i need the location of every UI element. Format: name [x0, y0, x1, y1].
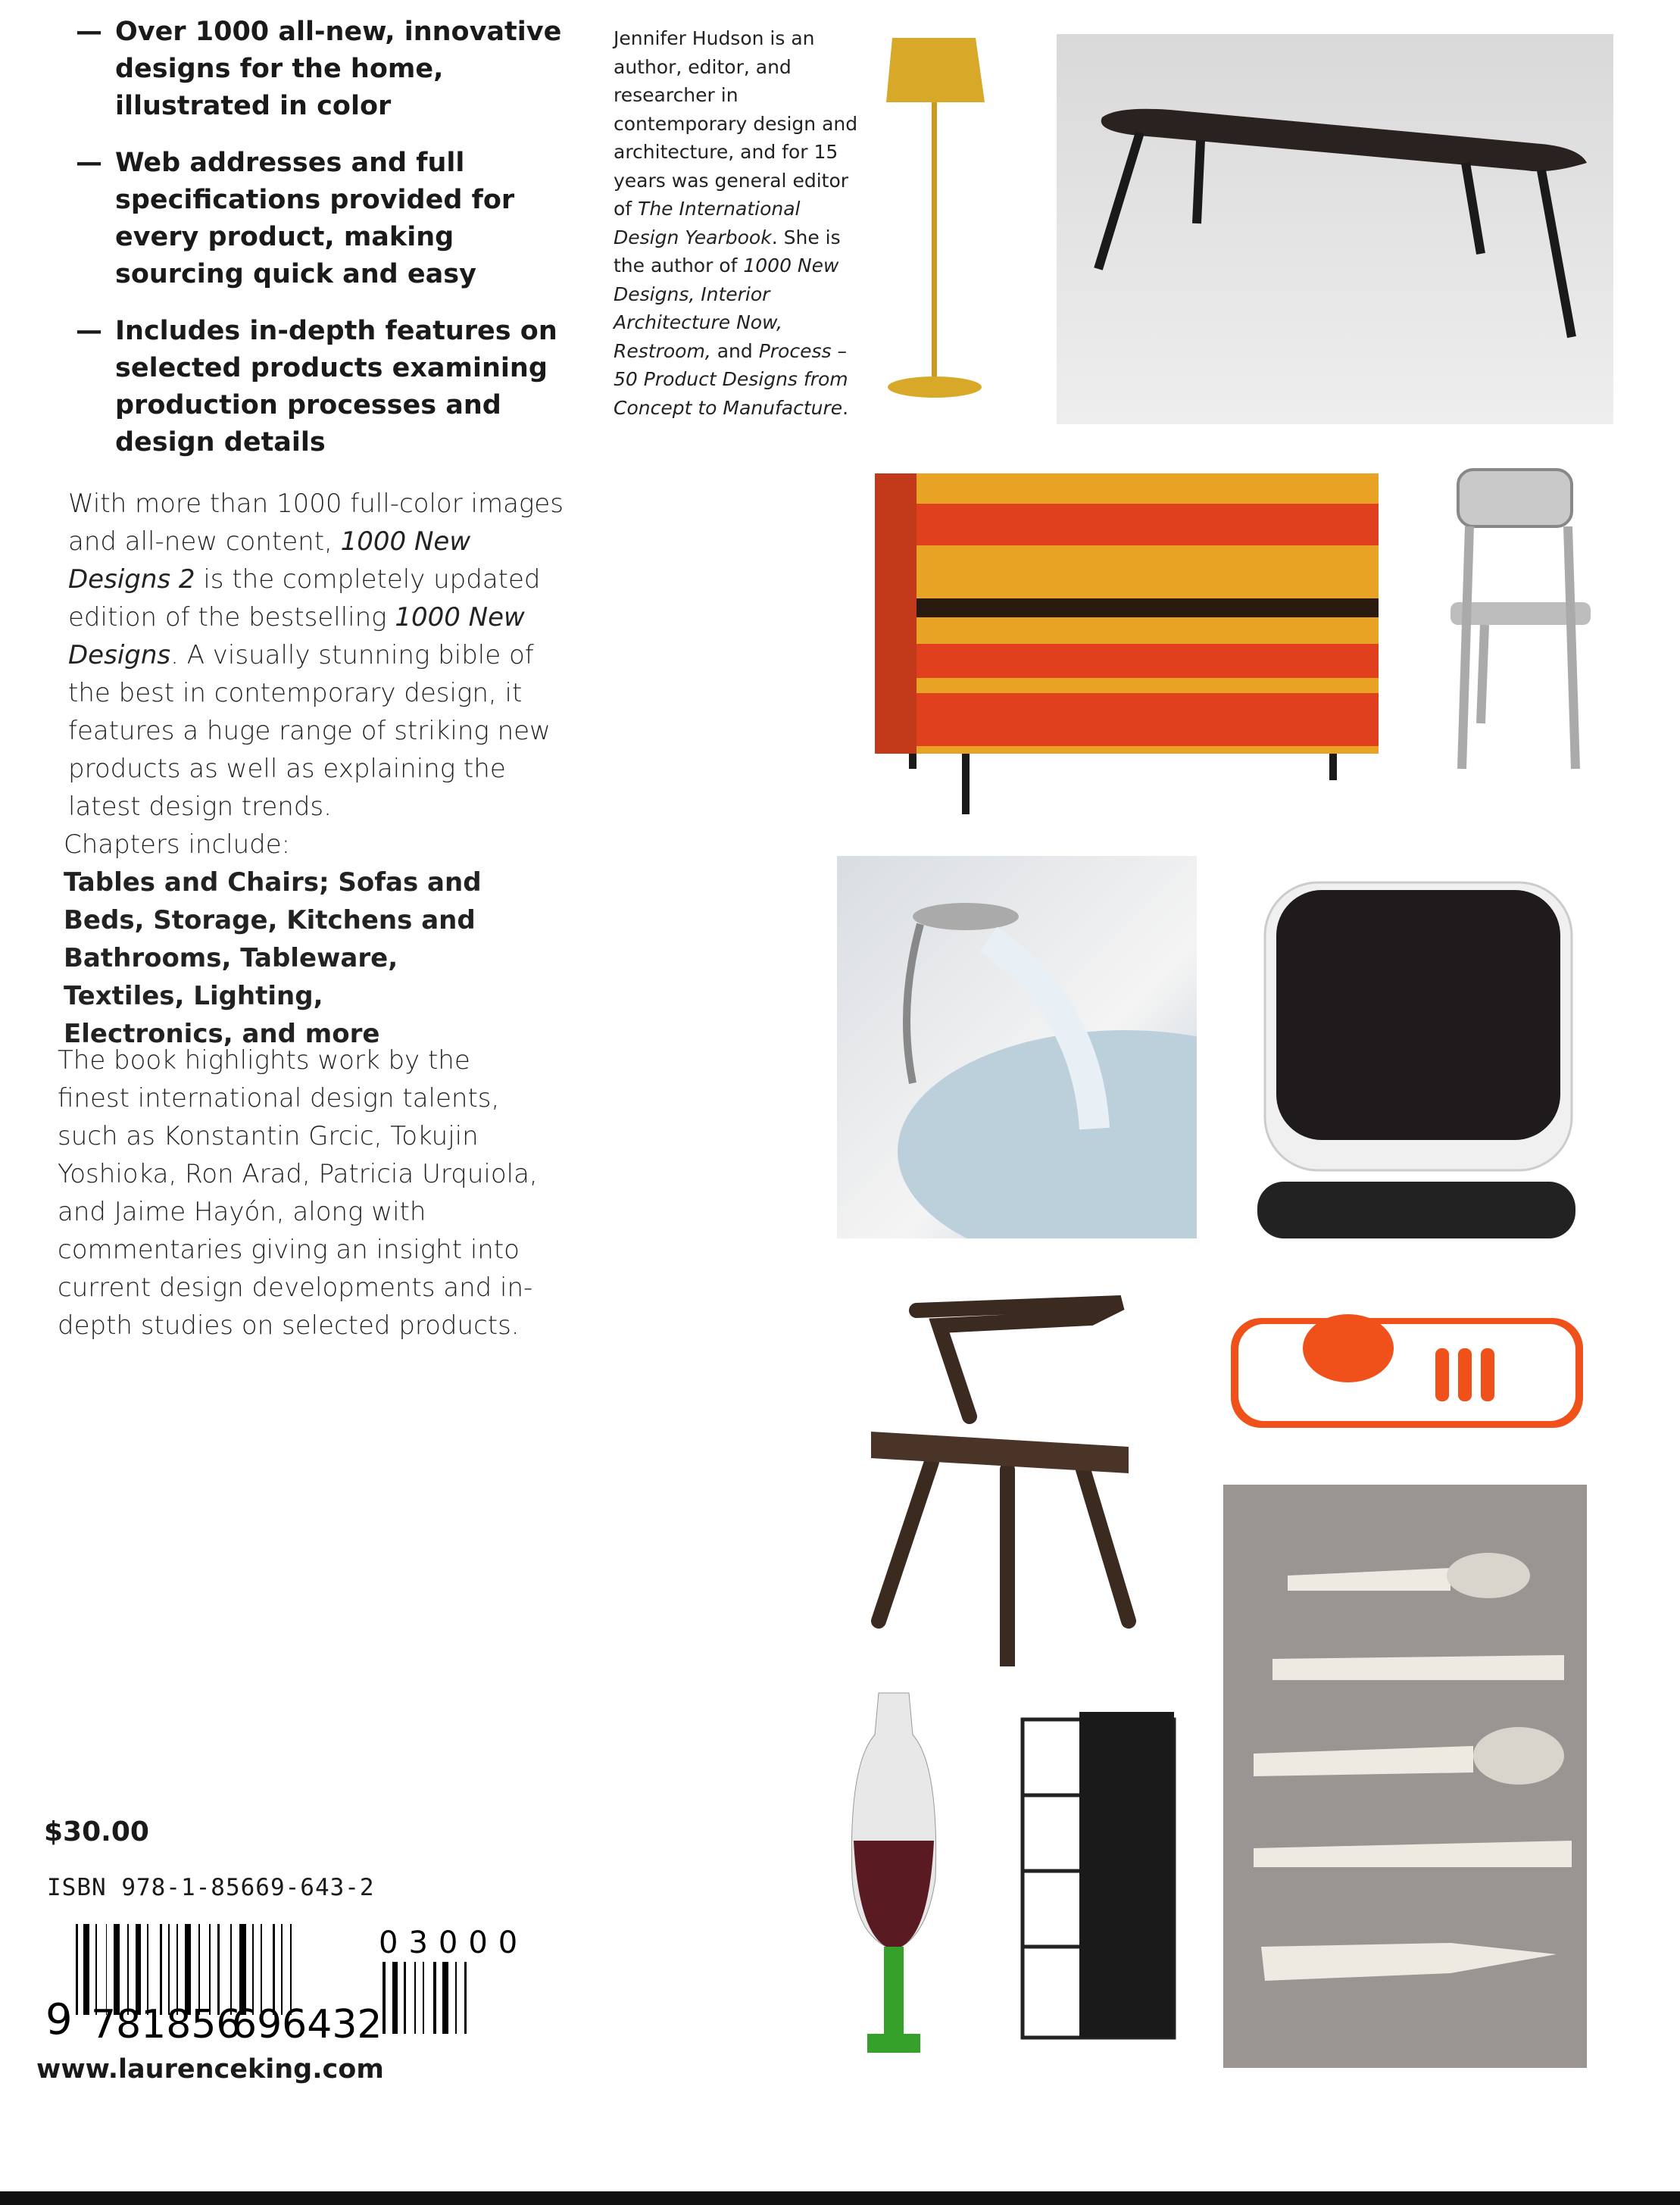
barcode-bar [76, 1924, 78, 2015]
barcode-bar [185, 1924, 191, 2015]
description-paragraph: With more than 1000 full-color images and all-new content, 1000 New Designs 2 is the completely updated edition of the bestselling 1000 New Designs. A visually stunning bible of the best in contemporary design, it features a huge range of striking new products as well as explaining the latest design trends. [68, 489, 564, 822]
childrens-tableware-photo [1227, 1288, 1587, 1435]
barcode-bar [147, 1924, 148, 2015]
faucet-photo [837, 856, 1197, 1238]
barcode-addon-bar [392, 1962, 398, 2034]
barcode-bar [95, 1924, 97, 2015]
feature-item: — Includes in-depth features on selected products examining production processes and design details [76, 316, 557, 458]
wooden-chair-photo [856, 1288, 1144, 1666]
barcode-addon-bar [442, 1962, 448, 2034]
shelving-unit-photo [1019, 1682, 1182, 2045]
barcode-addon-bar [423, 1962, 424, 2034]
barcode-addon-bar [404, 1962, 406, 2034]
barcode-bar [209, 1924, 211, 2015]
barcode-bar [198, 1924, 200, 2015]
barcode-bar [127, 1924, 129, 2015]
dining-table-photo [1057, 34, 1613, 424]
barcode-bar [168, 1924, 170, 2015]
barcode-bar [261, 1924, 262, 2015]
barcode-addon-bar [433, 1962, 436, 2034]
author-bio: Jennifer Hudson is an author, editor, and researcher in contemporary design and architecture, and for 15 years was general editor of The International Design Yearbook. She is the author of 1000 New Designs, Interior Architecture Now, Restroom, and Process – 50 Product Designs from Concept to Manufacture. [614, 27, 858, 419]
barcode-lead-digit: 9 [45, 1995, 73, 2044]
barcode-bar [160, 1924, 162, 2015]
scan-edge-bar [0, 2191, 1680, 2205]
barcode-bar [176, 1924, 178, 2015]
striped-dresser-photo [871, 466, 1386, 818]
publisher-url[interactable]: www.laurenceking.com [36, 2054, 384, 2085]
television-photo [1235, 871, 1594, 1246]
barcode-addon-bar [414, 1962, 416, 2034]
chapters-section: Chapters include: Tables and Chairs; Sofas and Beds, Storage, Kitchens and Bathrooms, Tableware, Textiles, Lighting, Electronics, and more [64, 829, 482, 1049]
barcode-bar [239, 1924, 246, 2015]
barcode-digits-right: 696432 [232, 2002, 383, 2045]
barcode-bar [106, 1924, 107, 2015]
barcode [45, 1909, 530, 2045]
feature-item: — Over 1000 all-new, innovative designs for the home, illustrated in color [76, 17, 562, 121]
barcode-bar [290, 1924, 292, 2015]
barcode-bar [136, 1924, 141, 2015]
highlights-paragraph: The book highlights work by the finest international design talents, such as Konstantin Grcic, Tokujin Yoshioka, Ron Arad, Patricia Urquiola, and Jaime Hayón, along with commentaries giving an insight into current design developments and in-depth studies on selected products. [58, 1045, 538, 1341]
barcode-bar [83, 1924, 89, 2015]
feature-item: — Web addresses and full specifications provided for every product, making sourcing quick and easy [76, 148, 515, 289]
barcode-bar [217, 1924, 220, 2015]
barcode-bar [252, 1924, 254, 2015]
barcode-bar [273, 1924, 275, 2015]
barcode-bar [230, 1924, 232, 2015]
barcode-bar [114, 1924, 120, 2015]
price: $30.00 [44, 1816, 149, 1847]
barcode-addon-bar [464, 1962, 467, 2034]
barcode-addon-bar [455, 1962, 457, 2034]
isbn: ISBN 978-1-85669-643-2 [47, 1874, 375, 1901]
barcode-bar [281, 1924, 283, 2015]
cutlery-photo [1223, 1485, 1587, 2068]
feature-list [76, 14, 591, 481]
floor-lamp-photo [879, 34, 1000, 405]
barcode-addon-digits: 03000 [379, 1925, 529, 1960]
barcode-addon-bar [383, 1962, 386, 2034]
glass-bottle-photo [845, 1689, 943, 2060]
metal-chair-photo [1443, 466, 1598, 833]
barcode-digits-left: 781856 [91, 2002, 242, 2045]
